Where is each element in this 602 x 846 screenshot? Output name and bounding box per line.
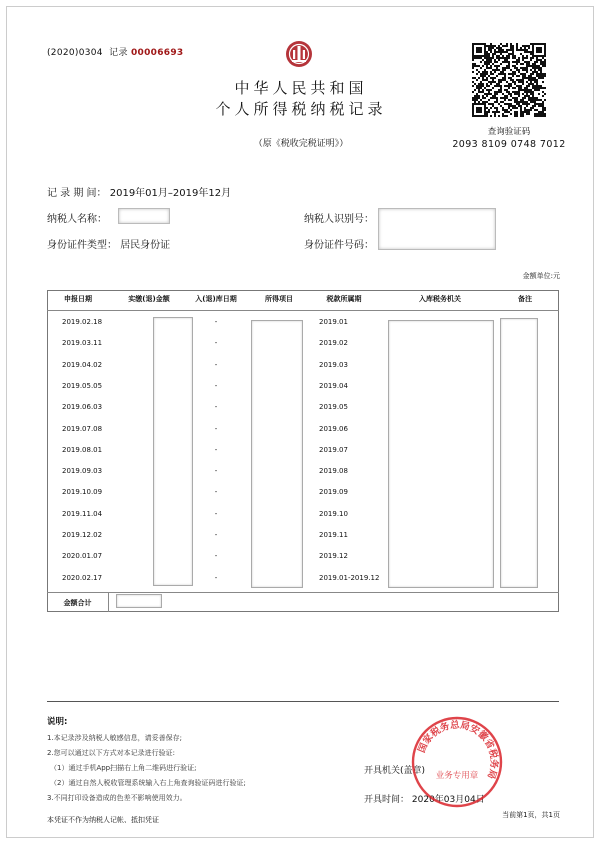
record-number: 00006693 — [130, 48, 184, 58]
table-cell-period: 2019.01 — [319, 318, 348, 326]
table-header-cell: 入库税务机关 — [419, 295, 461, 303]
table-header-cell: 申报日期 — [64, 295, 92, 303]
table-cell-stock: - — [214, 381, 218, 390]
idtype-label: 身份证件类型： — [47, 240, 117, 251]
bottom-note: 本凭证不作为纳税人记帐、抵扣凭证 — [47, 816, 159, 824]
table-cell-stock: - — [214, 424, 218, 433]
table-header-cell: 入(退)库日期 — [195, 295, 237, 303]
table-cell-period: 2019.02 — [319, 339, 348, 348]
note-line: 2.您可以通过以下方式对本记录进行验证: — [47, 749, 176, 757]
table-cell-stock: - — [214, 403, 218, 412]
table-cell-date: 2019.03.11 — [62, 339, 103, 348]
issuer-org-label: 开具机关(盖章) — [364, 766, 426, 776]
table-header-cell: 所得项目 — [265, 295, 293, 303]
table-cell-stock: - — [214, 509, 218, 518]
page-number: 当前第1页，共1页 — [502, 811, 560, 819]
table-cell-date: 2019.08.01 — [62, 445, 103, 454]
tax-office-column-redacted — [388, 320, 494, 588]
table-cell-period: 2019.11 — [319, 531, 348, 539]
title-subtitle: （原《税收完税证明》） — [253, 139, 349, 149]
note-line: （1）通过手机App扫描右上角二维码进行验证; — [50, 764, 197, 772]
income-item-column-redacted — [251, 320, 303, 588]
table-cell-period: 2019.10 — [319, 509, 348, 518]
amount-unit: 金额单位:元 — [522, 272, 560, 280]
table-header-cell: 实缴(退)金额 — [128, 295, 170, 303]
total-row-divider — [47, 592, 559, 593]
taxid-label: 纳税人识别号： — [304, 214, 374, 225]
table-header-divider — [47, 310, 559, 311]
notes-title: 说明: — [47, 717, 68, 727]
table-cell-date: 2019.07.08 — [62, 424, 103, 433]
table-cell-period: 2019.12 — [319, 552, 348, 561]
table-cell-date: 2020.02.17 — [62, 573, 103, 582]
document-code — [47, 45, 183, 58]
note-line: （2）通过自然人税收管理系统输入右上角查询验证码进行验证; — [50, 779, 246, 787]
period-row — [47, 184, 231, 199]
title-country: 中华人民共和国 — [234, 79, 368, 97]
table-cell-period: 2019.03 — [319, 360, 348, 369]
table-cell-stock: - — [214, 552, 218, 561]
taxid-redacted — [378, 208, 496, 250]
table-cell-period: 2019.08 — [319, 467, 348, 476]
table-cell-stock: - — [214, 318, 218, 326]
idtype-value: 居民身份证 — [120, 240, 171, 251]
table-cell-stock: - — [214, 339, 218, 348]
qr-code-icon[interactable] — [472, 43, 546, 117]
seal-center-text: 业务专用章 — [435, 771, 479, 781]
tax-emblem-icon — [285, 40, 313, 68]
remarks-column-redacted — [500, 318, 538, 588]
table-cell-date: 2019.05.05 — [62, 381, 103, 390]
footer-divider — [47, 701, 559, 702]
issue-time-value: 2020年03月04日 — [411, 795, 485, 805]
total-row-separator — [108, 592, 109, 612]
table-cell-date: 2020.01.07 — [62, 552, 103, 561]
table-cell-stock: - — [214, 445, 218, 454]
seal-ring-text: 国家税务总局安徽省税务局 — [416, 719, 500, 781]
verify-label: 查询验证码 — [487, 127, 531, 137]
table-cell-stock: - — [214, 360, 218, 369]
table-cell-period: 2019.04 — [319, 381, 348, 390]
name-redacted — [118, 208, 170, 224]
note-line: 1.本记录涉及纳税人敏感信息，请妥善保存; — [47, 734, 183, 742]
table-cell-stock: - — [214, 531, 218, 539]
official-seal-icon — [409, 714, 505, 810]
table-cell-date: 2019.09.03 — [62, 467, 103, 476]
table-cell-date: 2019.04.02 — [62, 360, 103, 369]
doc-code: (2020)0304 — [47, 48, 103, 58]
table-header-cell: 税款所属期 — [326, 295, 362, 303]
table-cell-period: 2019.09 — [319, 488, 348, 497]
record-label: 记录 — [109, 48, 128, 58]
table-cell-stock: - — [214, 573, 218, 582]
idtype-row — [47, 236, 170, 251]
table-cell-period: 2019.01-2019.12 — [319, 573, 380, 582]
table-cell-date: 2019.12.02 — [62, 531, 103, 539]
table-cell-date: 2019.02.18 — [62, 318, 103, 326]
total-redacted — [116, 594, 162, 608]
amount-column-redacted — [153, 317, 193, 586]
table-cell-date: 2019.06.03 — [62, 403, 103, 412]
idnum-label: 身份证件号码： — [304, 240, 374, 251]
table-cell-period: 2019.06 — [319, 424, 348, 433]
period-value: 2019年01月–2019年12月 — [109, 188, 232, 199]
table-cell-period: 2019.05 — [319, 403, 348, 412]
table-cell-stock: - — [214, 467, 218, 476]
table-cell-date: 2019.10.09 — [62, 488, 103, 497]
issue-time-label: 开具时间： — [364, 795, 410, 805]
period-label: 记 录 期 间： — [47, 188, 107, 199]
table-cell-stock: - — [214, 488, 218, 497]
table-header-cell: 备注 — [518, 295, 532, 303]
note-line: 3.不同打印设备造成的色差不影响使用效力。 — [47, 794, 187, 802]
table-cell-period: 2019.07 — [319, 445, 348, 454]
verify-code: 2093 8109 0748 7012 — [452, 139, 566, 150]
total-label: 金额合计 — [63, 599, 92, 607]
table-cell-date: 2019.11.04 — [62, 509, 103, 518]
title-document: 个人所得税纳税记录 — [215, 100, 387, 118]
name-label: 纳税人名称： — [47, 214, 107, 225]
